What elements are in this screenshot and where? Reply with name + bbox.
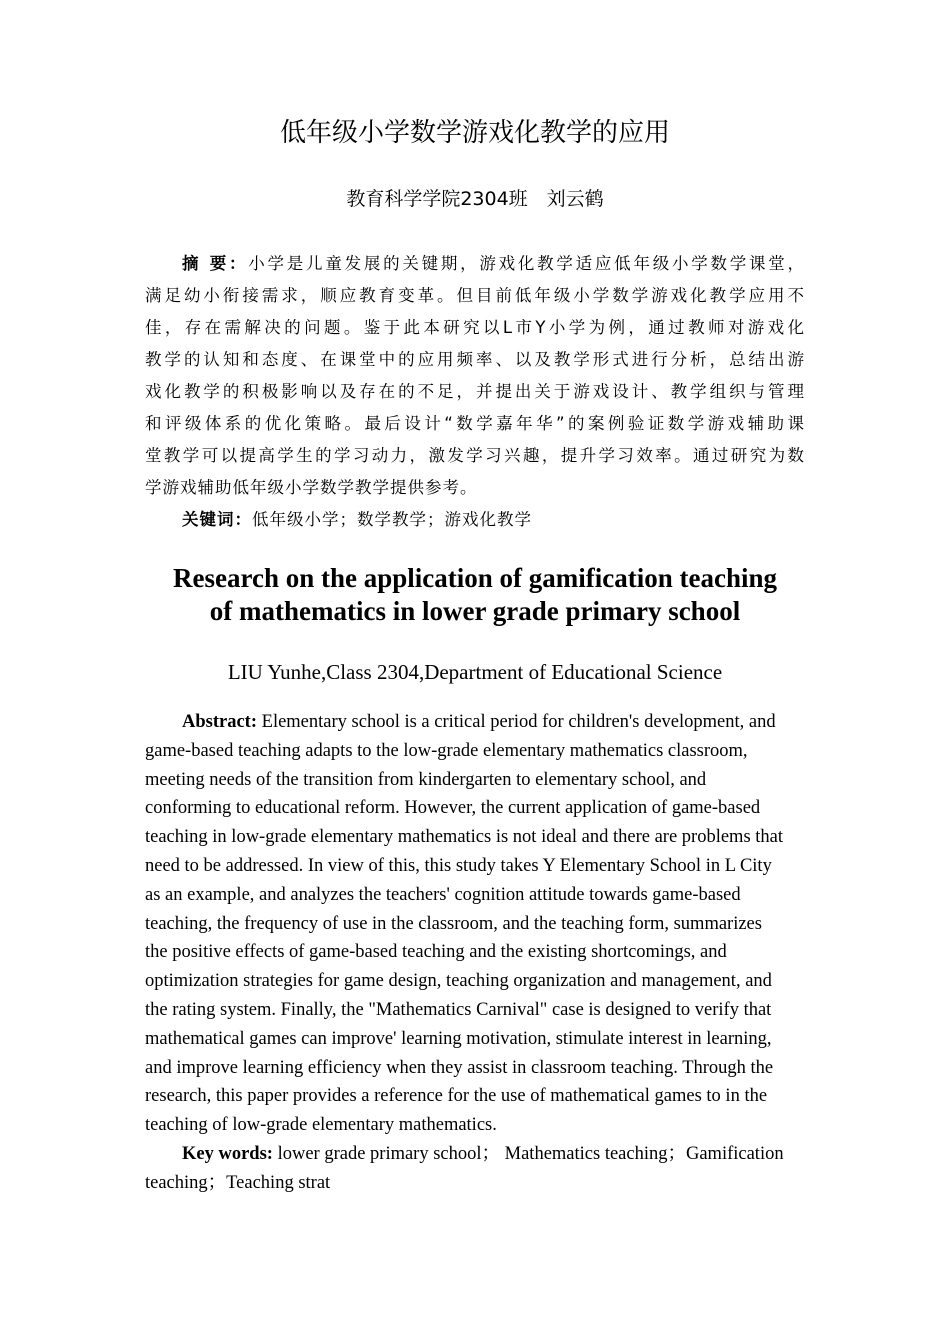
english-author: LIU Yunhe,Class 2304,Department of Educational Science bbox=[227, 660, 723, 684]
abstract-line: 学游戏辅助低年级小学数学教学提供参考。 bbox=[145, 478, 478, 497]
abstract-line: optimization strategies for game design, teaching organization and management, and bbox=[145, 971, 772, 992]
abstract-label: 摘 要： bbox=[182, 254, 249, 273]
abstract-line: teaching of low-grade elementary mathematics. bbox=[145, 1115, 497, 1136]
abstract-line: as an example, and analyzes the teachers' cognition attitude towards game-based bbox=[145, 884, 741, 905]
keywords-label: 关键词： bbox=[182, 510, 252, 529]
abstract-line: the positive effects of game-based teaching and the existing shortcomings, and bbox=[145, 942, 727, 963]
abstract-line: 摘 要：小学是儿童发展的关键期，游戏化教学适应低年级小学数学课堂， bbox=[182, 254, 805, 273]
chinese-abstract bbox=[145, 248, 805, 536]
abstract-line: 佳，存在需解决的问题。鉴于此本研究以L市Y小学为例，通过教师对游戏化 bbox=[145, 318, 805, 337]
english-keywords: Key words: lower grade primary school； Mathematics teaching；Gamification bbox=[182, 1143, 784, 1164]
chinese-author: 教育科学学院2304班 刘云鹤 bbox=[346, 188, 604, 210]
abstract-line: 戏化教学的积极影响以及存在的不足，并提出关于游戏设计、教学组织与管理 bbox=[145, 382, 805, 401]
abstract-line: teaching, the frequency of use in the classroom, and the teaching form, summarizes bbox=[145, 913, 762, 934]
keywords-label: Key words: bbox=[182, 1143, 273, 1164]
abstract-line: teaching in low-grade elementary mathematics is not ideal and there are problems that bbox=[145, 827, 784, 848]
abstract-line: meeting needs of the transition from kindergarten to elementary school, and bbox=[145, 769, 707, 790]
abstract-line: mathematical games can improve' learning motivation, stimulate interest in learning, bbox=[145, 1028, 772, 1049]
abstract-line: conforming to educational reform. However, the current application of game-based bbox=[145, 798, 761, 819]
abstract-line: and improve learning efficiency when they assist in classroom teaching. Through the bbox=[145, 1057, 774, 1078]
english-keywords-continued: teaching；Teaching strat bbox=[145, 1172, 331, 1193]
abstract-line: research, this paper provides a reference for the use of mathematical games to in the bbox=[145, 1086, 768, 1107]
abstract-line: the rating system. Finally, the "Mathematics Carnival" case is designed to verify that bbox=[145, 999, 772, 1020]
abstract-line: Abstract: Elementary school is a critical period for children's development, and bbox=[182, 712, 776, 732]
abstract-line: game-based teaching adapts to the low-grade elementary mathematics classroom, bbox=[145, 740, 748, 761]
english-title: Research on the application of gamification teaching of mathematics in lower grade primary school bbox=[173, 563, 777, 626]
english-abstract bbox=[145, 708, 805, 1198]
abstract-line: 和评级体系的优化策略。最后设计“数学嘉年华”的案例验证数学游戏辅助课 bbox=[145, 414, 805, 433]
abstract-line: 满足幼小衔接需求，顺应教育变革。但目前低年级小学数学游戏化教学应用不 bbox=[145, 286, 805, 305]
chinese-title: 低年级小学数学游戏化教学的应用 bbox=[279, 118, 670, 148]
abstract-line: 堂教学可以提高学生的学习动力，激发学习兴趣，提升学习效率。通过研究为数 bbox=[145, 446, 805, 465]
abstract-line: 教学的认知和态度、在课堂中的应用频率、以及教学形式进行分析，总结出游 bbox=[145, 350, 805, 369]
chinese-keywords: 关键词：低年级小学；数学教学；游戏化教学 bbox=[182, 510, 532, 529]
abstract-line: need to be addressed. In view of this, this study takes Y Elementary School in L City bbox=[145, 855, 772, 876]
abstract-label: Abstract: bbox=[182, 712, 258, 732]
